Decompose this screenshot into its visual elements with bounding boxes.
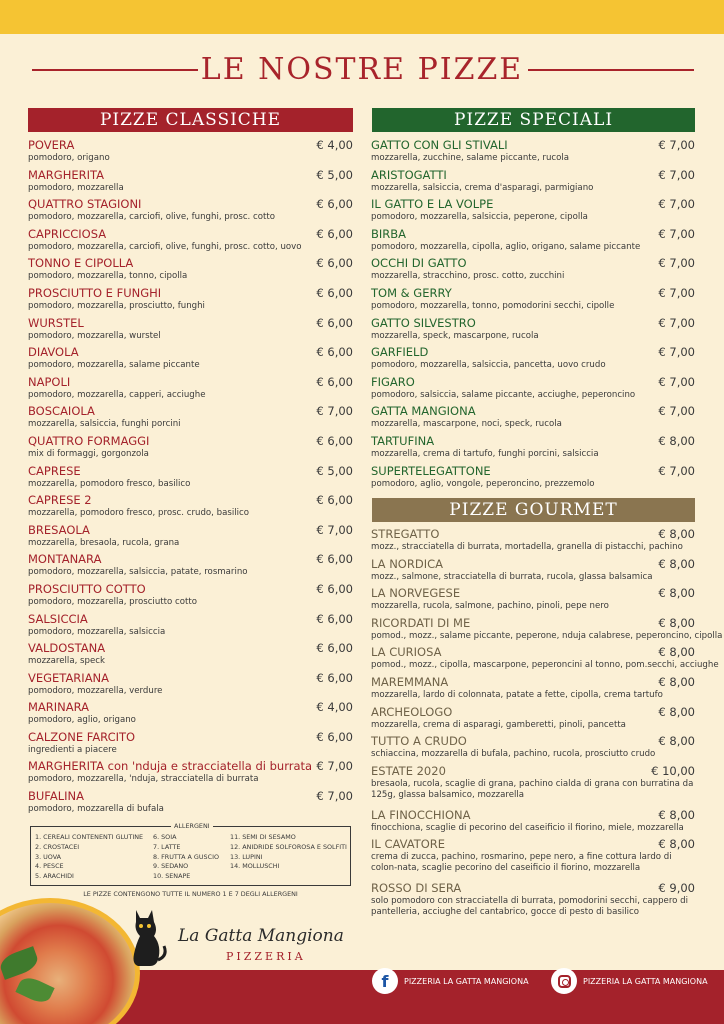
pizza-ingredients: pomodoro, mozzarella, wurstel bbox=[28, 330, 161, 341]
pizza-ingredients: pomodoro, origano bbox=[28, 153, 110, 163]
pizza-price: € 7,00 bbox=[658, 345, 695, 360]
pizza-ingredients: pomodoro, mozzarella, prosciutto, funghi bbox=[28, 300, 205, 311]
pizza-price: € 7,00 bbox=[658, 197, 695, 212]
allergen-item: 10. SENAPE bbox=[153, 872, 191, 881]
pizza-name: OCCHI DI GATTO bbox=[371, 256, 467, 271]
pizza-ingredients: pomodoro, mozzarella bbox=[28, 182, 124, 193]
pizza-name: PROSCIUTTO E FUNGHI bbox=[28, 285, 162, 300]
allergen-title: ALLERGENI bbox=[171, 822, 213, 830]
pizza-price: € 6,00 bbox=[316, 433, 353, 448]
pizza-price: € 8,00 bbox=[658, 645, 695, 660]
pizza-ingredients: mozzarella, mascarpone, noci, speck, rucola bbox=[371, 419, 562, 430]
pizza-ingredients: pomod., mozz., salame piccante, peperone, nduja calabrese, peperoncino, cipolla bbox=[371, 630, 723, 641]
menu-item bbox=[28, 138, 353, 168]
menu-item bbox=[28, 375, 353, 405]
pizza-name: NAPOLI bbox=[28, 374, 71, 389]
pizza-ingredients: mozzarella, rucola, salmone, pachino, pinoli, pepe nero bbox=[371, 601, 609, 612]
main-title-row bbox=[0, 48, 724, 92]
allergen-grid bbox=[35, 833, 346, 882]
menu-item bbox=[28, 227, 353, 257]
logo-subtitle: PIZZERIA bbox=[226, 950, 306, 963]
pizza-ingredients: mozzarella, crema di tartufo, funghi porcini, salsiccia bbox=[371, 448, 599, 459]
menu-item bbox=[371, 434, 695, 464]
allergen-item: 5. ARACHIDI bbox=[35, 872, 74, 881]
pizza-name: MARGHERITA bbox=[28, 167, 104, 182]
allergen-item: 1. CEREALI CONTENENTI GLUTINE bbox=[35, 833, 144, 841]
pizza-name: DIAVOLA bbox=[28, 345, 79, 360]
menu-item bbox=[28, 168, 353, 198]
pizza-ingredients: mozzarella, bresaola, rucola, grana bbox=[28, 537, 180, 548]
pizza-name: IL GATTO E LA VOLPE bbox=[371, 197, 494, 212]
pizza-ingredients: pomodoro, mozzarella, tonno, cipolla bbox=[28, 271, 188, 282]
menu-item bbox=[28, 730, 353, 760]
pizza-ingredients: mozzarella, pomodoro fresco, basilico bbox=[28, 478, 191, 489]
pizza-ingredients: mozzarella, salsiccia, funghi porcini bbox=[28, 419, 181, 430]
menu-item bbox=[28, 582, 353, 612]
menu-item bbox=[28, 789, 353, 819]
pizza-price: € 10,00 bbox=[651, 763, 695, 778]
pizza-price: € 6,00 bbox=[316, 285, 353, 300]
pizza-name: LA NORDICA bbox=[371, 556, 443, 571]
title-divider-right bbox=[528, 69, 694, 71]
pizza-name: STREGATTO bbox=[371, 527, 440, 541]
pizza-ingredients: solo pomodoro con stracciatella di burrata, pomodorini secchi, cappero di pantelleria, acciughe del cantabrico, gocce di pesto di basilico bbox=[371, 896, 689, 918]
pizza-name: VALDOSTANA bbox=[28, 641, 106, 656]
pizza-ingredients: schiaccina, mozzarella di bufala, pachino, rucola, prosciutto crudo bbox=[371, 749, 656, 760]
facebook-label: PIZZERIA LA GATTA MANGIONA bbox=[404, 976, 529, 986]
pizza-name: TOM & GERRY bbox=[371, 285, 452, 300]
instagram-label: PIZZERIA LA GATTA MANGIONA bbox=[583, 976, 708, 986]
allergen-item: 13. LUPINI bbox=[230, 852, 263, 861]
pizza-name: CAPRESE bbox=[28, 463, 81, 478]
menu-item bbox=[28, 256, 353, 286]
allergen-item: 11. SEMI DI SESAMO bbox=[230, 833, 296, 841]
pizza-ingredients: mozzarella, zucchine, salame piccante, rucola bbox=[371, 153, 570, 163]
pizza-name: CALZONE FARCITO bbox=[28, 729, 136, 744]
menu-list-classiche bbox=[28, 138, 353, 819]
pizza-name: ROSSO DI SERA bbox=[371, 881, 462, 896]
pizza-ingredients: mozz., stracciatella di burrata, mortadella, granella di pistacchi, pachino bbox=[371, 542, 683, 552]
pizza-name: SALSICCIA bbox=[28, 611, 88, 626]
menu-item bbox=[371, 675, 695, 705]
menu-item bbox=[28, 286, 353, 316]
pizza-name: ESTATE 2020 bbox=[371, 763, 446, 778]
pizza-name: MARGHERITA con 'nduja e stracciatella di burrata bbox=[28, 759, 313, 774]
pizza-name: WURSTEL bbox=[28, 315, 84, 330]
menu-item bbox=[28, 197, 353, 227]
menu-item bbox=[371, 345, 695, 375]
menu-item bbox=[28, 316, 353, 346]
pizza-ingredients: pomodoro, mozzarella, salame piccante bbox=[28, 360, 200, 371]
pizza-name: GATTO CON GLI STIVALI bbox=[371, 138, 508, 152]
menu-item bbox=[28, 464, 353, 494]
pizza-ingredients: pomodoro, mozzarella, salsiccia, patate, rosmarino bbox=[28, 567, 248, 578]
menu-item bbox=[28, 671, 353, 701]
pizza-name: CAPRICCIOSA bbox=[28, 226, 107, 241]
menu-item bbox=[371, 197, 695, 227]
menu-item bbox=[371, 881, 695, 925]
allergen-item: 12. ANIDRIDE SOLFOROSA E SOLFITI bbox=[230, 842, 347, 851]
menu-item bbox=[28, 612, 353, 642]
pizza-price: € 7,00 bbox=[316, 404, 353, 419]
pizza-ingredients: pomodoro, mozzarella, 'nduja, stracciatella di burrata bbox=[28, 774, 259, 785]
page-title: LE NOSTRE PIZZE bbox=[200, 52, 524, 87]
pizza-ingredients: pomodoro, mozzarella di bufala bbox=[28, 804, 164, 815]
pizza-name: PROSCIUTTO COTTO bbox=[28, 581, 146, 596]
pizza-ingredients: pomodoro, aglio, origano bbox=[28, 715, 136, 726]
pizza-price: € 7,00 bbox=[658, 167, 695, 182]
menu-item bbox=[371, 227, 695, 257]
pizza-ingredients: bresaola, rucola, scaglie di grana, pachino cialda di grana con burratina da 125g, glassa balsamico, mozzarella bbox=[371, 778, 694, 800]
pizza-name: GATTA MANGIONA bbox=[371, 404, 476, 419]
menu-item bbox=[371, 837, 695, 881]
top-band bbox=[0, 0, 724, 34]
menu-item bbox=[371, 375, 695, 405]
pizza-price: € 5,00 bbox=[316, 167, 353, 182]
title-divider-left bbox=[32, 69, 198, 71]
allergen-item: 2. CROSTACEI bbox=[35, 842, 80, 851]
pizza-ingredients: mix di formaggi, gorgonzola bbox=[28, 448, 149, 459]
pizza-price: € 7,00 bbox=[658, 463, 695, 478]
menu-item bbox=[371, 615, 723, 646]
pizza-price: € 8,00 bbox=[658, 433, 695, 448]
allergen-item: 9. SEDANO bbox=[153, 862, 189, 871]
pizza-price: € 6,00 bbox=[316, 493, 353, 508]
pizza-ingredients: pomodoro, mozzarella, prosciutto cotto bbox=[28, 596, 197, 607]
menu-item bbox=[371, 286, 695, 316]
menu-list-gourmet bbox=[371, 527, 723, 925]
allergen-column bbox=[153, 833, 230, 882]
pizza-name: QUATTRO FORMAGGI bbox=[28, 433, 150, 448]
pizza-ingredients: pomodoro, mozzarella, salsiccia, peperone, cipolla bbox=[371, 212, 588, 223]
pizza-name: MARINARA bbox=[28, 700, 90, 715]
pizza-ingredients: mozzarella, stracchino, prosc. cotto, zucchini bbox=[371, 271, 565, 282]
allergen-column bbox=[35, 833, 153, 882]
pizza-ingredients: crema di zucca, pachino, rosmarino, pepe nero, a fine cottura lardo di colon-nata, scaglie pecorino del caseificio il fiorino, mozzarella bbox=[371, 852, 672, 874]
pizza-name: BRESAOLA bbox=[28, 522, 90, 537]
pizza-price: € 4,00 bbox=[316, 700, 353, 715]
pizza-ingredients: pomodoro, mozzarella, cipolla, aglio, origano, salame piccante bbox=[371, 241, 641, 252]
menu-item bbox=[28, 552, 353, 582]
pizza-price: € 8,00 bbox=[658, 734, 695, 749]
allergen-item: 3. UOVA bbox=[35, 852, 62, 861]
pizza-price: € 7,00 bbox=[658, 138, 695, 152]
menu-item bbox=[28, 641, 353, 671]
instagram-link[interactable] bbox=[551, 968, 708, 994]
allergen-item: 7. LATTE bbox=[153, 842, 181, 851]
pizza-ingredients: pomodoro, mozzarella, salsiccia bbox=[28, 626, 166, 637]
menu-item bbox=[371, 645, 719, 675]
pizza-name: ARCHEOLOGO bbox=[371, 704, 453, 719]
pizza-ingredients: pomodoro, salsiccia, salame piccante, acciughe, peperoncino bbox=[371, 389, 636, 400]
menu-item bbox=[371, 464, 695, 494]
pizza-name: TUTTO A CRUDO bbox=[371, 734, 467, 749]
pizza-price: € 9,00 bbox=[658, 881, 695, 896]
pizza-ingredients: pomodoro, mozzarella, carciofi, olive, funghi, prosc. cotto, uovo bbox=[28, 241, 302, 252]
pizza-price: € 8,00 bbox=[658, 586, 695, 601]
pizza-ingredients: finocchiona, scaglie di pecorino del caseificio il fiorino, miele, mozzarella bbox=[371, 822, 684, 833]
pizza-ingredients: mozzarella, pomodoro fresco, prosc. crudo, basilico bbox=[28, 508, 249, 519]
pizza-price: € 7,00 bbox=[658, 404, 695, 419]
pizza-price: € 6,00 bbox=[316, 345, 353, 360]
pizza-ingredients: mozzarella, lardo di colonnata, patate a fette, cipolla, crema tartufo bbox=[371, 689, 663, 700]
allergen-item: 14. MOLLUSCHI bbox=[230, 862, 280, 871]
allergen-item: 4. PESCE bbox=[35, 862, 64, 871]
pizza-ingredients: mozz., salmone, stracciatella di burrata, rucola, glassa balsamica bbox=[371, 571, 653, 582]
pizza-price: € 8,00 bbox=[658, 615, 695, 630]
pizza-price: € 6,00 bbox=[316, 581, 353, 596]
menu-item bbox=[28, 700, 353, 730]
pizza-price: € 6,00 bbox=[316, 315, 353, 330]
pizza-price: € 8,00 bbox=[658, 527, 695, 541]
pizza-name: ARISTOGATTI bbox=[371, 167, 447, 182]
pizza-price: € 6,00 bbox=[316, 226, 353, 241]
menu-item bbox=[28, 404, 353, 434]
menu-item bbox=[371, 557, 695, 587]
pizza-price: € 7,00 bbox=[658, 256, 695, 271]
pizza-name: POVERA bbox=[28, 138, 75, 152]
pizza-price: € 6,00 bbox=[316, 552, 353, 567]
pizza-price: € 8,00 bbox=[658, 704, 695, 719]
pizza-price: € 7,00 bbox=[658, 374, 695, 389]
facebook-link[interactable] bbox=[372, 968, 529, 994]
menu-item bbox=[371, 404, 695, 434]
pizza-price: € 7,00 bbox=[316, 522, 353, 537]
menu-item bbox=[371, 256, 695, 286]
pizza-name: BUFALINA bbox=[28, 789, 85, 804]
pizza-name: LA NORVEGESE bbox=[371, 586, 461, 601]
pizza-ingredients: ingredienti a piacere bbox=[28, 744, 117, 755]
menu-item bbox=[371, 316, 695, 346]
pizza-name: IL CAVATORE bbox=[371, 837, 446, 852]
pizza-price: € 7,00 bbox=[316, 759, 353, 774]
menu-item bbox=[28, 523, 353, 553]
pizza-name: GATTO SILVESTRO bbox=[371, 315, 476, 330]
pizza-name: MONTANARA bbox=[28, 552, 102, 567]
pizza-name: QUATTRO STAGIONI bbox=[28, 197, 142, 212]
pizza-price: € 6,00 bbox=[316, 729, 353, 744]
pizza-name: BOSCAIOLA bbox=[28, 404, 95, 419]
pizza-price: € 6,00 bbox=[316, 374, 353, 389]
cat-logo-icon bbox=[128, 906, 168, 968]
section-header-classiche: PIZZE CLASSICHE bbox=[28, 108, 353, 132]
menu-list-speciali bbox=[371, 138, 695, 493]
pizza-name: LA FINOCCHIONA bbox=[371, 807, 471, 822]
section-header-speciali: PIZZE SPECIALI bbox=[372, 108, 695, 132]
menu-item bbox=[28, 759, 353, 789]
pizza-name: FIGARO bbox=[371, 374, 415, 389]
pizza-name: SUPERTELEGATTONE bbox=[371, 463, 491, 478]
allergen-box bbox=[30, 822, 351, 886]
pizza-ingredients: pomodoro, aglio, vongole, peperoncino, prezzemolo bbox=[371, 478, 595, 489]
pizza-ingredients: pomodoro, mozzarella, carciofi, olive, funghi, prosc. cotto bbox=[28, 212, 275, 223]
menu-item bbox=[28, 434, 353, 464]
pizza-ingredients: mozzarella, crema di asparagi, gamberetti, pinoli, pancetta bbox=[371, 719, 626, 730]
menu-item bbox=[371, 168, 695, 198]
allergen-note: LE PIZZE CONTENGONO TUTTE IL NUMERO 1 E 7 DEGLI ALLERGENI bbox=[83, 890, 298, 898]
pizza-price: € 6,00 bbox=[316, 197, 353, 212]
pizza-name: CAPRESE 2 bbox=[28, 493, 92, 508]
menu-item bbox=[371, 527, 695, 557]
pizza-price: € 7,00 bbox=[316, 789, 353, 804]
facebook-icon: f bbox=[372, 968, 398, 994]
pizza-name: TONNO E CIPOLLA bbox=[28, 256, 134, 271]
pizza-price: € 4,00 bbox=[316, 138, 353, 152]
menu-item bbox=[371, 138, 695, 168]
pizza-price: € 8,00 bbox=[658, 807, 695, 822]
pizza-price: € 8,00 bbox=[658, 837, 695, 852]
logo-name: La Gatta Mangiona bbox=[178, 926, 344, 946]
pizza-price: € 6,00 bbox=[316, 670, 353, 685]
pizza-name: GARFIELD bbox=[371, 345, 429, 360]
pizza-ingredients: pomod., mozz., cipolla, mascarpone, peperoncini al tonno, pom.secchi, acciughe bbox=[371, 660, 719, 671]
pizza-ingredients: mozzarella, salsiccia, crema d'asparagi, parmigiano bbox=[371, 182, 594, 193]
pizzeria-logo bbox=[118, 906, 358, 972]
pizza-price: € 8,00 bbox=[658, 556, 695, 571]
menu-item bbox=[371, 808, 695, 838]
menu-item bbox=[28, 493, 353, 523]
pizza-price: € 6,00 bbox=[316, 641, 353, 656]
allergen-item: 8. FRUTTA A GUSCIO bbox=[153, 852, 219, 861]
pizza-name: TARTUFINA bbox=[371, 433, 435, 448]
pizza-name: BIRBA bbox=[371, 226, 407, 241]
menu-item bbox=[371, 586, 695, 616]
pizza-ingredients: mozzarella, speck, mascarpone, rucola bbox=[371, 330, 539, 341]
pizza-price: € 7,00 bbox=[658, 285, 695, 300]
pizza-ingredients: mozzarella, speck bbox=[28, 656, 105, 667]
pizza-name: LA CURIOSA bbox=[371, 645, 442, 660]
pizza-name: RICORDATI DI ME bbox=[371, 615, 471, 630]
pizza-ingredients: pomodoro, mozzarella, verdure bbox=[28, 685, 163, 696]
pizza-ingredients: pomodoro, mozzarella, capperi, acciughe bbox=[28, 389, 206, 400]
pizza-price: € 8,00 bbox=[658, 674, 695, 689]
menu-item bbox=[371, 734, 695, 764]
pizza-ingredients: pomodoro, mozzarella, salsiccia, pancetta, uovo crudo bbox=[371, 360, 606, 371]
allergen-column bbox=[230, 833, 348, 882]
menu-item bbox=[371, 764, 695, 808]
pizza-ingredients: pomodoro, mozzarella, tonno, pomodorini secchi, cipolle bbox=[371, 300, 615, 311]
instagram-icon bbox=[551, 968, 577, 994]
pizza-price: € 5,00 bbox=[316, 463, 353, 478]
pizza-name: VEGETARIANA bbox=[28, 670, 110, 685]
pizza-price: € 7,00 bbox=[658, 226, 695, 241]
pizza-price: € 6,00 bbox=[316, 611, 353, 626]
pizza-price: € 7,00 bbox=[658, 315, 695, 330]
pizza-price: € 6,00 bbox=[316, 256, 353, 271]
allergen-item: 6. SOIA bbox=[153, 833, 177, 841]
pizza-name: MAREMMANA bbox=[371, 674, 449, 689]
menu-item bbox=[28, 345, 353, 375]
menu-item bbox=[371, 705, 695, 735]
section-header-gourmet: PIZZE GOURMET bbox=[372, 498, 695, 522]
